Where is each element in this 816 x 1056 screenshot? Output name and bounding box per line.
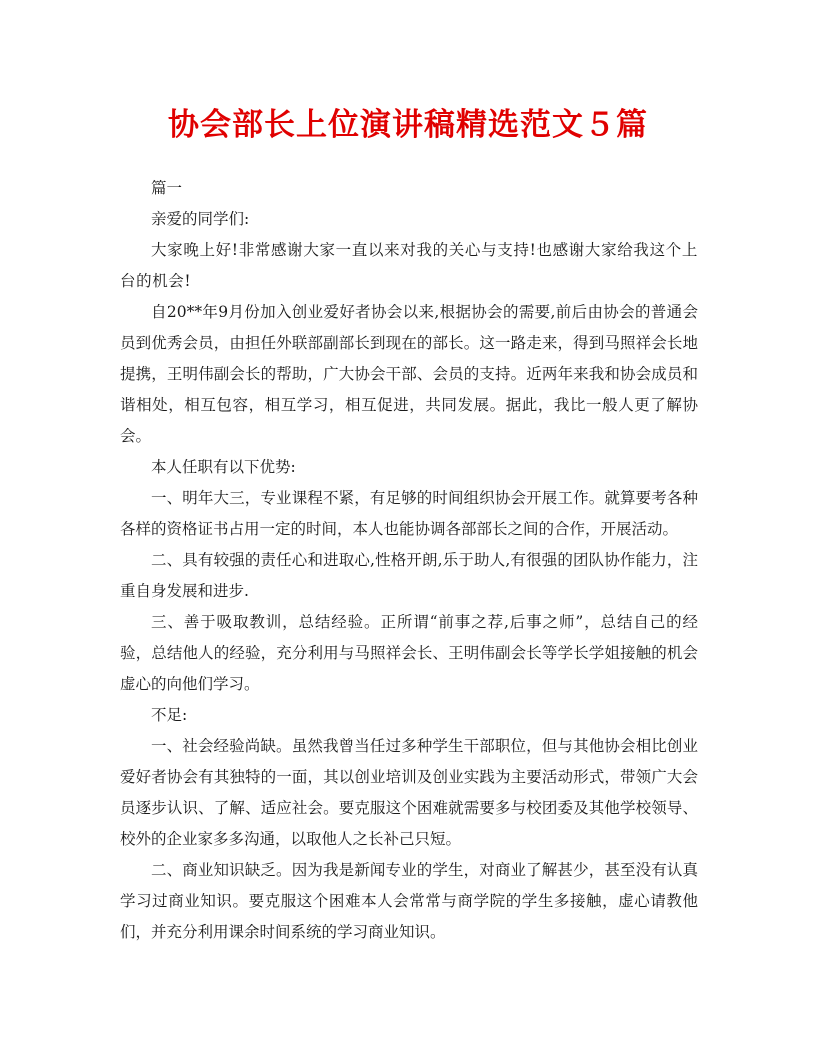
paragraph-greeting: 大家晚上好!非常感谢大家一直以来对我的关心与支持!也感谢大家给我这个上台的机会! [120, 241, 698, 290]
shortcoming-item-2: 二、商业知识缺乏。因为我是新闻专业的学生，对商业了解甚少，甚至没有认真学习过商业知识。要克服这个困难本人会常常与商学院的学生多接触，虚心请教他们，并充分利用课余时间系统的学习商业知识。 [120, 861, 698, 941]
advantage-item-3: 三、善于吸取教训，总结经验。正所谓“前事之荐,后事之师”，总结自己的经验，总结他人的经验，充分利用与马照祥会长、王明伟副会长等学长学姐接触的机会虚心的向他们学习。 [120, 613, 698, 693]
document-body [120, 173, 698, 948]
advantage-item-1: 一、明年大三，专业课程不紧，有足够的时间组织协会开展工作。就算要考各种各样的资格证书占用一定的时间，本人也能协调各部部长之间的合作，开展活动。 [120, 489, 698, 538]
shortcoming-item-1: 一、社会经验尚缺。虽然我曾当任过多种学生干部职位，但与其他协会相比创业爱好者协会有其独特的一面，其以创业培训及创业实践为主要活动形式，带领广大会员逐步认识、了解、适应社会。要克服这个困难就需要多与校团委及其他学校领导、校外的企业家多多沟通，以取他人之长补己只短。 [120, 737, 698, 848]
paragraph-background: 自20**年9月份加入创业爱好者协会以来,根据协会的需要,前后由协会的普通会员到优秀会员，由担任外联部副部长到现在的部长。这一路走来，得到马照祥会长地提携，王明伟副会长的帮助，广大协会干部、会员的支持。近两年来我和协会成员和谐相处，相互包容，相互学习，相互促进，共同发展。据此，我比一般人更了解协会。 [120, 303, 698, 445]
shortcomings-heading: 不足: [151, 706, 188, 724]
document-title: 协会部长上位演讲稿精选范文５篇 [168, 107, 648, 143]
salutation: 亲爱的同学们: [151, 210, 250, 228]
advantage-item-2: 二、具有较强的责任心和进取心,性格开朗,乐于助人,有很强的团队协作能力，注重自身发展和进步. [120, 551, 698, 600]
section-heading: 篇一 [151, 179, 183, 197]
advantages-heading: 本人任职有以下优势: [151, 458, 296, 476]
